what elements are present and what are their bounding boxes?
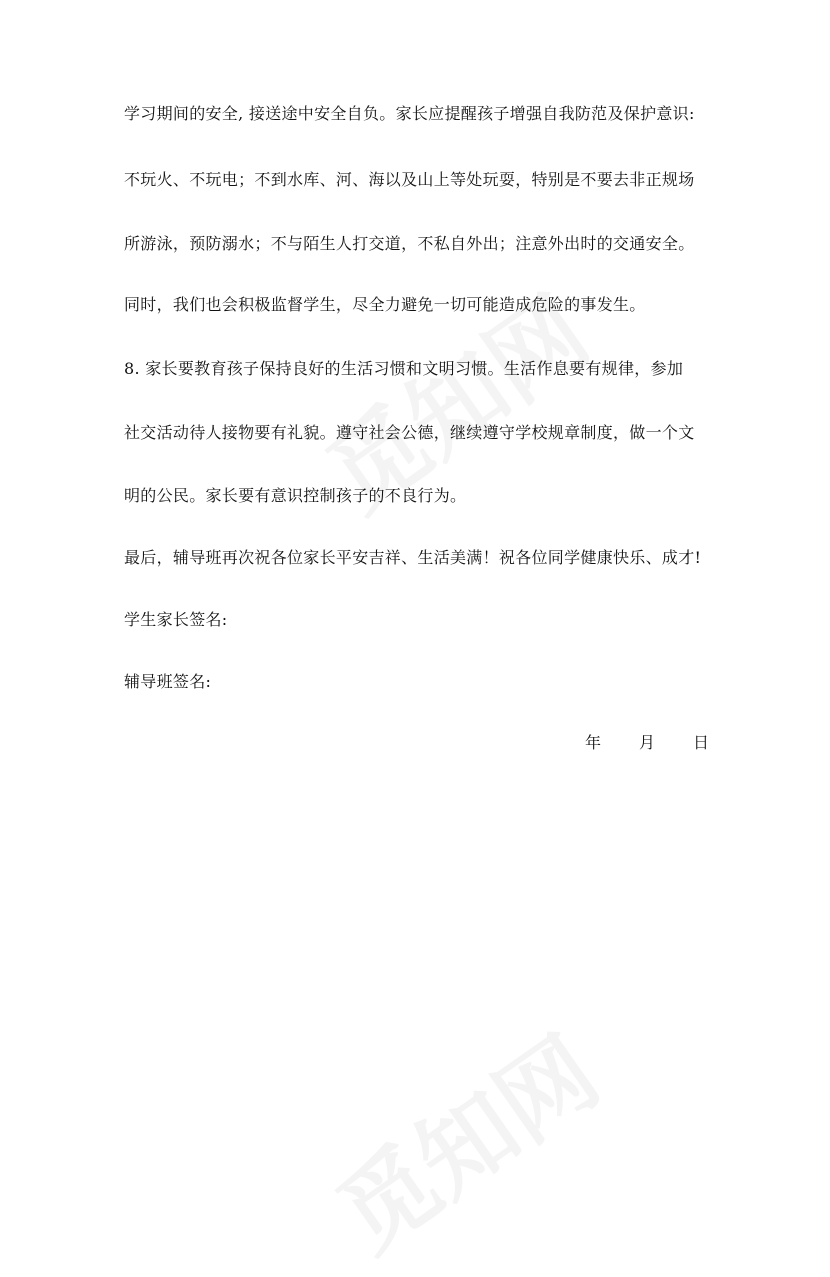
date-line <box>585 733 709 753</box>
paragraph-line: 同时，我们也会积极监督学生，尽全力避免一切可能造成危险的事发生。 <box>124 295 646 314</box>
paragraph-line: 所游泳，预防溺水；不与陌生人打交道，不私自外出；注意外出时的交通安全。 <box>124 234 695 253</box>
paragraph-line: 明的公民。家长要有意识控制孩子的不良行为。 <box>124 486 467 505</box>
date-day-label: 日 <box>692 733 709 752</box>
class-signature-label: 辅导班签名: <box>124 672 212 691</box>
closing-wishes: 最后，辅导班再次祝各位家长平安吉祥、生活美满！祝各位同学健康快乐、成才! <box>124 548 702 567</box>
paragraph-line: 社交活动待人接物要有礼貌。遵守社会公德，继续遵守学校规章制度，做一个文 <box>124 423 695 442</box>
watermark <box>307 1000 621 1277</box>
parent-signature-label: 学生家长签名: <box>124 610 228 629</box>
paragraph-line: 学习期间的安全, 接送途中安全自负。家长应提醒孩子增强自我防范及保护意识: <box>124 104 695 123</box>
paragraph-line: 8. 家长要教育孩子保持良好的生活习惯和文明习惯。生活作息要有规律，参加 <box>124 359 684 378</box>
date-year-label: 年 <box>585 733 602 752</box>
paragraph-line: 不玩火、不玩电；不到水库、河、海以及山上等处玩耍，特别是不要去非正规场 <box>124 170 695 189</box>
date-month-label: 月 <box>638 733 655 752</box>
